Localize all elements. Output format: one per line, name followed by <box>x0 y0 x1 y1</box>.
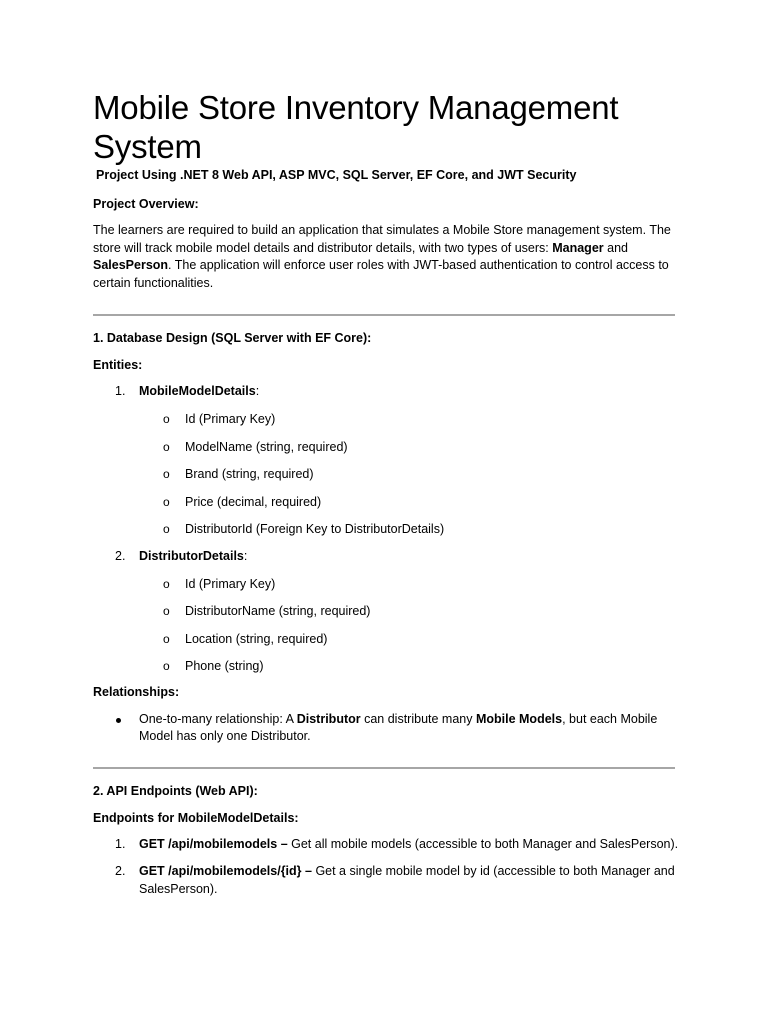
list-item <box>93 465 683 483</box>
overview-paragraph <box>93 222 683 292</box>
overview-text: and <box>603 240 628 255</box>
circle-bullet-icon: o <box>163 631 170 646</box>
mobile-model-fields <box>93 410 683 538</box>
circle-bullet-icon: o <box>163 439 170 454</box>
field-text: Id (Primary Key) <box>185 412 276 426</box>
field-text: DistributorId (Foreign Key to DistributorDetails) <box>185 522 445 536</box>
endpoint-description: Get a single mobile model by id (accessible to both Manager and SalesPerson). <box>139 864 675 896</box>
entities-label: Entities: <box>93 358 143 372</box>
circle-bullet-icon: o <box>163 659 170 673</box>
relationship-entity: Mobile Models <box>475 711 563 726</box>
entity-suffix: : <box>255 384 260 398</box>
document-title: Mobile Store Inventory Management System <box>93 89 619 165</box>
entity-name: DistributorDetails <box>139 548 244 563</box>
document-page <box>93 0 683 898</box>
horizontal-rule <box>93 314 675 316</box>
list-item <box>93 493 683 511</box>
circle-bullet-icon: o <box>163 412 170 426</box>
section-2-heading: 2. API Endpoints (Web API): <box>93 783 258 798</box>
list-item <box>93 575 683 593</box>
field-text: Location (string, required) <box>185 631 328 646</box>
list-number: 1. <box>115 384 126 398</box>
section-1-heading: 1. Database Design (SQL Server with EF Core): <box>93 331 372 345</box>
list-number: 1. <box>115 837 126 851</box>
circle-bullet-icon: o <box>163 467 170 481</box>
endpoint-item <box>93 836 679 854</box>
relationships-label: Relationships: <box>93 685 180 699</box>
endpoint-route: GET /api/mobilemodels – <box>139 837 288 851</box>
endpoints-label: Endpoints for MobileModelDetails: <box>93 810 299 825</box>
circle-bullet-icon: o <box>163 522 170 536</box>
endpoint-description: Get all mobile models (accessible to both Manager and SalesPerson). <box>287 837 679 851</box>
relationship-text: can distribute many <box>360 711 476 726</box>
list-number: 2. <box>115 864 126 878</box>
list-item <box>93 520 683 538</box>
overview-heading: Project Overview: <box>93 197 199 211</box>
field-text: Id (Primary Key) <box>185 576 276 591</box>
overview-role-salesperson: SalesPerson <box>93 258 169 272</box>
circle-bullet-icon: o <box>163 494 170 509</box>
horizontal-rule <box>93 767 675 769</box>
field-text: Phone (string) <box>185 659 264 673</box>
field-text: Brand (string, required) <box>185 467 314 481</box>
overview-text: . The application will enforce user roles with JWT-based authentication to control access to certain functionalities. <box>93 258 669 290</box>
bullet-dot-icon <box>116 718 121 723</box>
list-item <box>93 410 683 428</box>
relationship-entity: Distributor <box>296 711 361 726</box>
relationship-item <box>93 711 679 746</box>
relationship-text: , but each Mobile Model has only one Distributor. <box>139 711 658 743</box>
overview-role-manager: Manager <box>552 240 604 255</box>
distributor-fields <box>93 575 683 676</box>
list-item <box>93 657 683 675</box>
list-item <box>93 438 683 456</box>
list-number: 2. <box>115 548 126 563</box>
endpoint-item <box>93 863 679 898</box>
relationship-text: One-to-many relationship: A <box>139 711 297 726</box>
circle-bullet-icon: o <box>163 604 170 618</box>
circle-bullet-icon: o <box>163 576 170 591</box>
document-subtitle: Project Using .NET 8 Web API, ASP MVC, SQL Server, EF Core, and JWT Security <box>96 168 577 182</box>
field-text: Price (decimal, required) <box>185 494 322 509</box>
field-text: ModelName (string, required) <box>185 439 348 454</box>
entity-suffix: : <box>243 548 248 563</box>
entity-distributor-details <box>93 548 683 566</box>
list-item <box>93 630 683 648</box>
entity-name: MobileModelDetails <box>139 384 256 398</box>
entity-mobile-model-details <box>93 383 683 401</box>
endpoint-route: GET /api/mobilemodels/{id} – <box>139 864 312 878</box>
overview-text: The learners are required to build an application that simulates a Mobile Store management system. The store will track mobile model details and distributor details, with two types of users: <box>93 223 671 255</box>
list-item <box>93 602 683 620</box>
field-text: DistributorName (string, required) <box>185 604 371 618</box>
